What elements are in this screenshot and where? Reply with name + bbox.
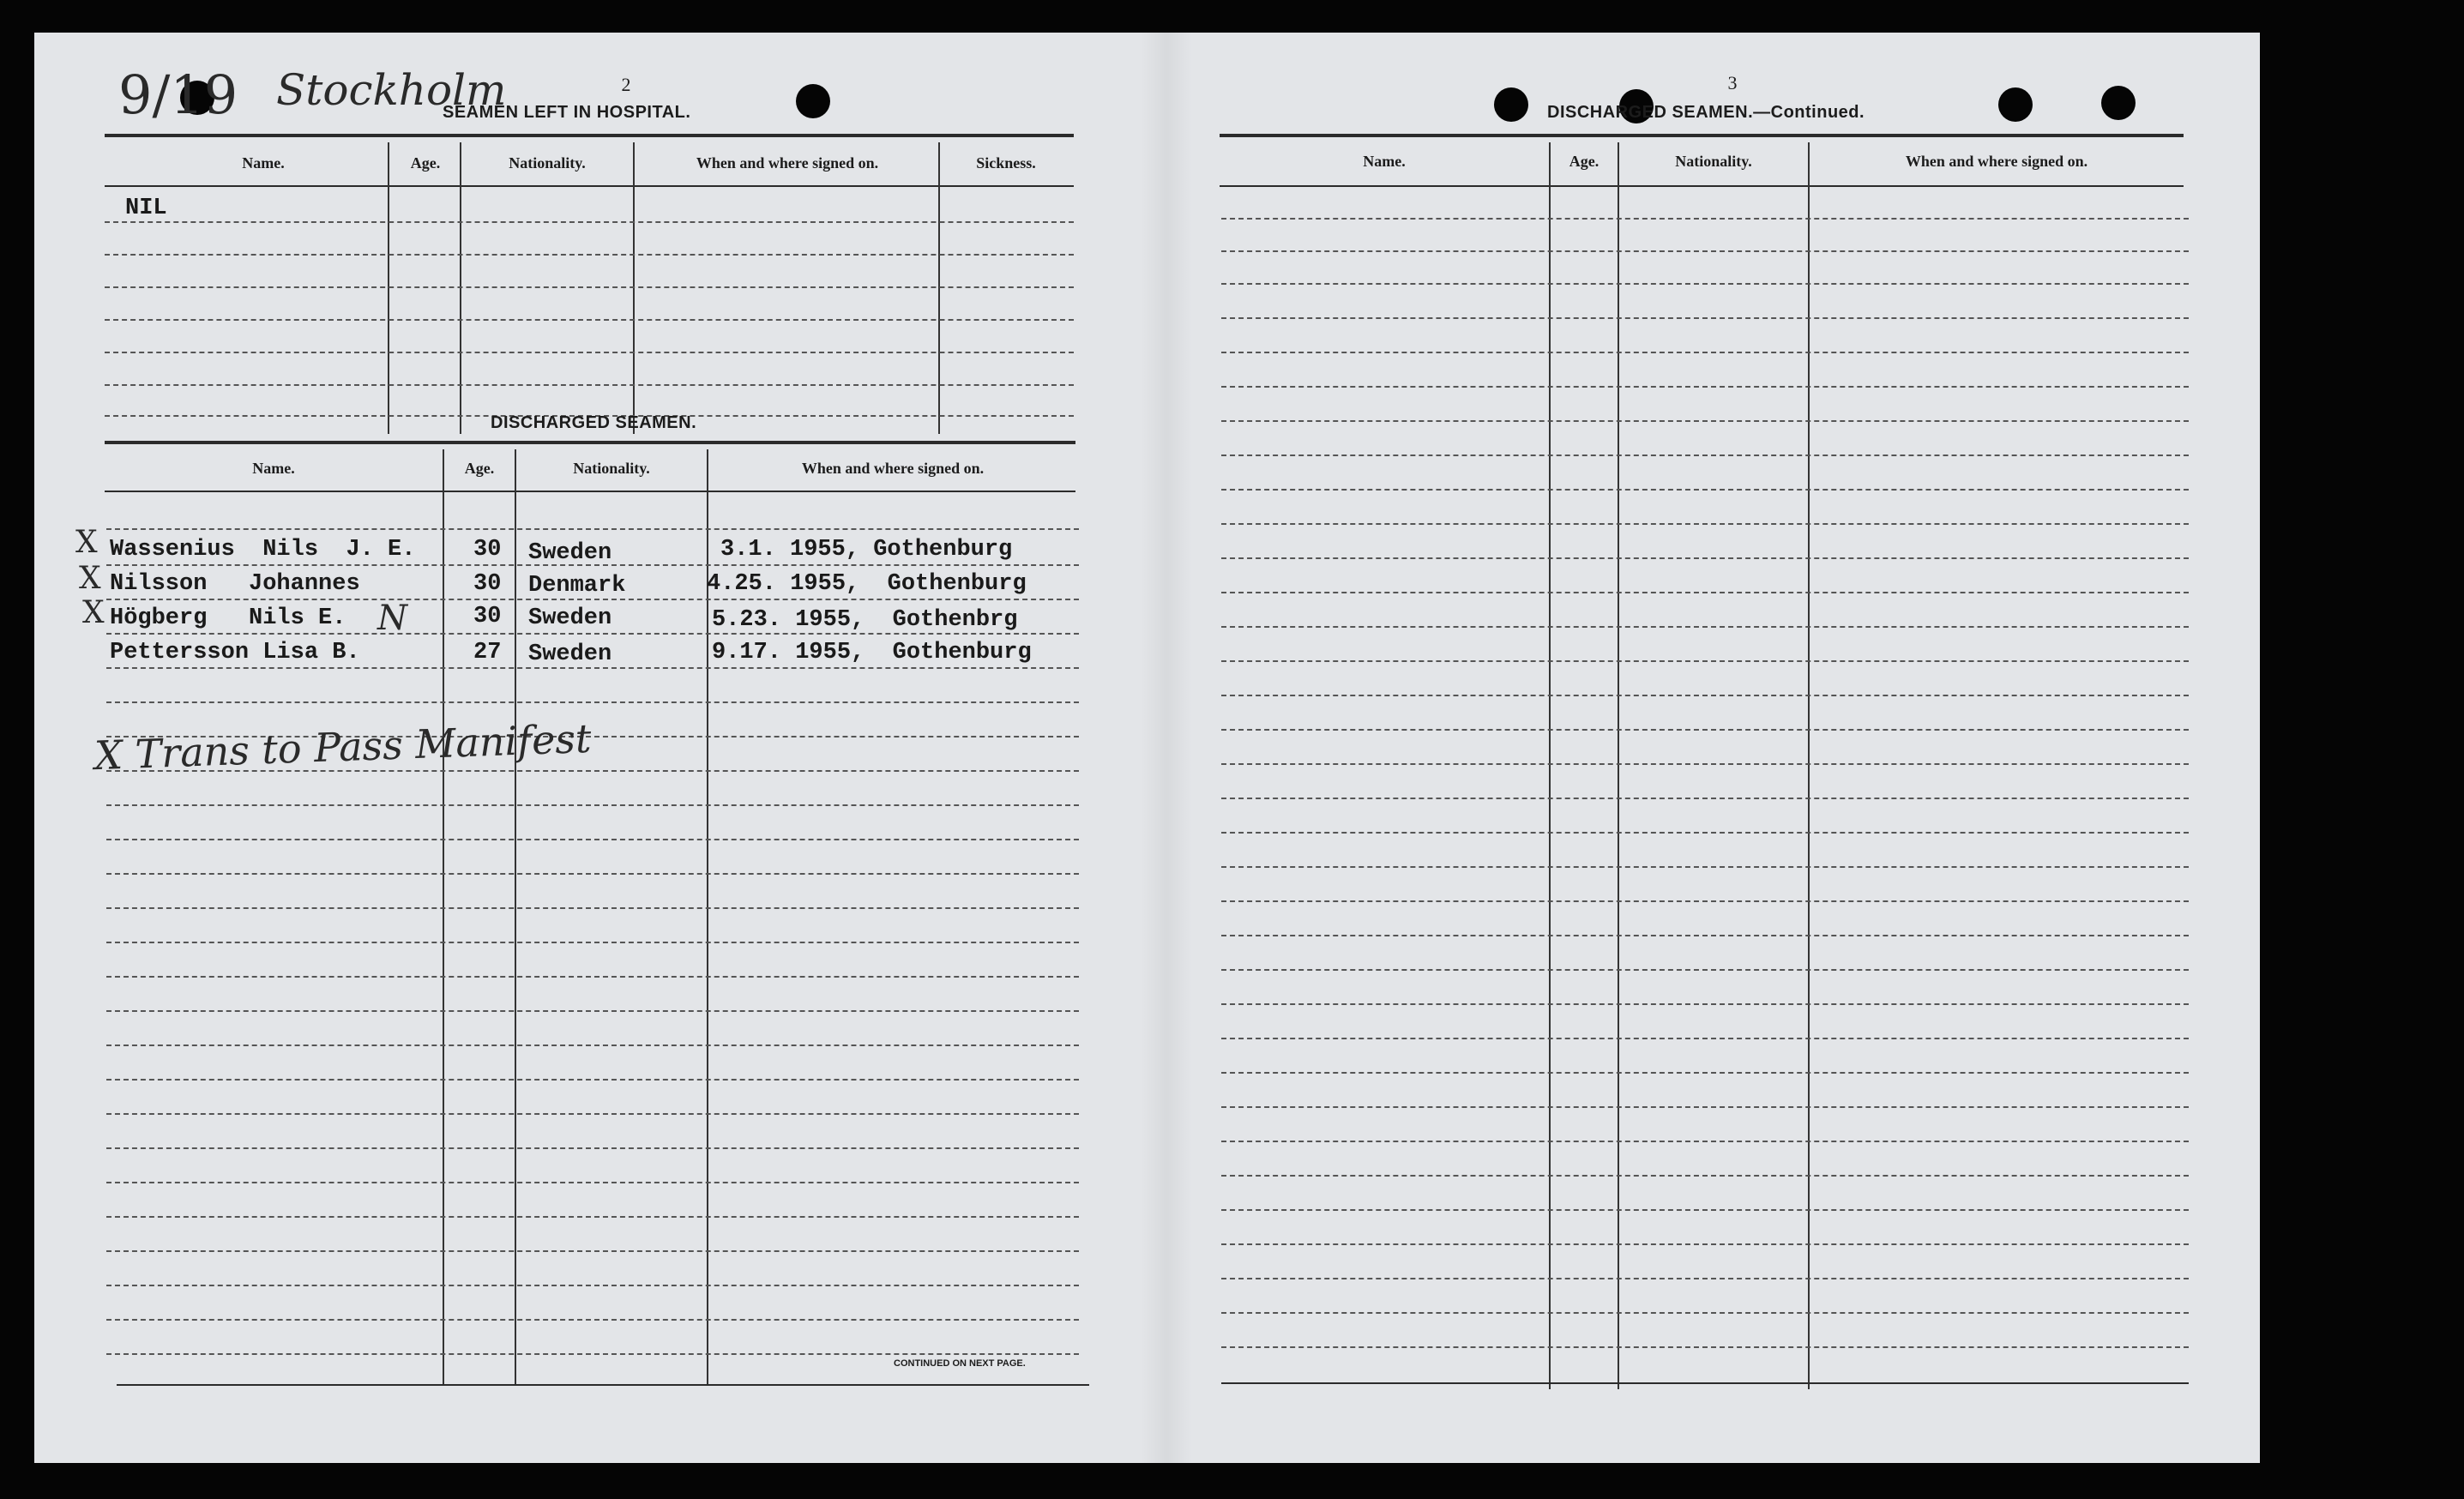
continued-col-signed: When and where signed on. bbox=[1905, 153, 2088, 170]
seaman-nationality: Sweden bbox=[528, 540, 612, 566]
rule bbox=[1220, 185, 2184, 187]
ruled-line bbox=[1221, 729, 2189, 731]
ruled-line bbox=[106, 839, 1079, 840]
ruled-line bbox=[1221, 592, 2189, 593]
hospital-section-title: SEAMEN LEFT IN HOSPITAL. bbox=[443, 103, 691, 122]
ruled-line bbox=[1221, 900, 2189, 902]
seaman-age: 30 bbox=[473, 571, 502, 597]
row-note: N bbox=[377, 599, 407, 638]
row-mark: X bbox=[75, 525, 98, 560]
ruled-line bbox=[106, 1250, 1079, 1252]
continued-col-name: Name. bbox=[1363, 153, 1406, 170]
column-divider bbox=[1549, 142, 1551, 1389]
discharged-col-nationality: Nationality. bbox=[573, 460, 650, 477]
seaman-name: Högberg Nils E. bbox=[110, 605, 346, 631]
ruled-line bbox=[106, 873, 1079, 875]
ruled-line bbox=[106, 976, 1079, 978]
ruled-line bbox=[1221, 1003, 2189, 1005]
ruled-line bbox=[1221, 1038, 2189, 1039]
seaman-name: Nilsson Johannes bbox=[110, 571, 360, 597]
seaman-nationality: Sweden bbox=[528, 605, 612, 631]
seaman-signed-on: 4.25. 1955, Gothenburg bbox=[707, 571, 1027, 597]
seaman-name: Pettersson Lisa B. bbox=[110, 640, 360, 665]
hospital-col-signed: When and where signed on. bbox=[696, 154, 879, 172]
column-divider bbox=[515, 449, 516, 1384]
ruled-line bbox=[105, 286, 1074, 288]
seaman-signed-on: 3.1. 1955, Gothenburg bbox=[720, 537, 1013, 563]
manifest-sheet bbox=[34, 33, 2260, 1463]
ruled-line bbox=[105, 384, 1074, 386]
ruled-line bbox=[106, 1079, 1079, 1081]
ruled-line bbox=[106, 1147, 1079, 1149]
ruled-line bbox=[1221, 1141, 2189, 1142]
ruled-line bbox=[1221, 935, 2189, 936]
bottom-rule bbox=[117, 1384, 1089, 1386]
ruled-line bbox=[1221, 1175, 2189, 1177]
ruled-line bbox=[105, 352, 1074, 353]
ruled-line bbox=[1221, 1209, 2189, 1211]
hospital-col-name: Name. bbox=[242, 154, 285, 172]
rule bbox=[105, 441, 1075, 444]
seaman-name: Wassenius Nils J. E. bbox=[110, 537, 416, 563]
continued-footer: CONTINUED ON NEXT PAGE. bbox=[894, 1358, 1026, 1369]
ruled-line bbox=[106, 1010, 1079, 1012]
ruled-line bbox=[1221, 695, 2189, 696]
ruled-line bbox=[106, 1216, 1079, 1218]
discharged-col-name: Name. bbox=[252, 460, 295, 477]
seaman-signed-on: 5.23. 1955, Gothenbrg bbox=[712, 607, 1018, 633]
ruled-line bbox=[1221, 1346, 2189, 1348]
ruled-line bbox=[1221, 1243, 2189, 1245]
ruled-line bbox=[1221, 1072, 2189, 1074]
page-number: 3 bbox=[1727, 72, 1738, 93]
page-number: 2 bbox=[621, 74, 631, 95]
seaman-nationality: Denmark bbox=[528, 573, 626, 599]
seaman-nationality: Sweden bbox=[528, 641, 612, 667]
column-divider bbox=[938, 142, 940, 434]
rule bbox=[105, 491, 1075, 492]
ruled-line bbox=[106, 942, 1079, 943]
ruled-line bbox=[105, 221, 1074, 223]
ruled-line bbox=[106, 701, 1079, 703]
continued-col-age: Age. bbox=[1569, 153, 1599, 170]
ruled-line bbox=[1221, 969, 2189, 971]
ruled-line bbox=[106, 1113, 1079, 1115]
ruled-line bbox=[106, 907, 1079, 909]
ruled-line bbox=[106, 1044, 1079, 1046]
ruled-line bbox=[1221, 1312, 2189, 1314]
ruled-line bbox=[1221, 523, 2189, 525]
ruled-line bbox=[1221, 763, 2189, 765]
hospital-nil-entry: NIL bbox=[125, 196, 167, 221]
column-divider bbox=[443, 449, 444, 1384]
ruled-line bbox=[1221, 317, 2189, 319]
rule bbox=[105, 185, 1074, 187]
ruled-line bbox=[1221, 218, 2189, 220]
column-divider bbox=[460, 142, 461, 434]
continued-col-nationality: Nationality. bbox=[1675, 153, 1752, 170]
bottom-rule bbox=[1221, 1382, 2189, 1384]
column-divider bbox=[388, 142, 389, 434]
ruled-line bbox=[1221, 557, 2189, 559]
ruled-line bbox=[105, 319, 1074, 321]
ruled-line bbox=[106, 1353, 1079, 1355]
handwritten-city: Stockholm bbox=[276, 65, 507, 115]
discharged-col-age: Age. bbox=[464, 460, 495, 477]
ruled-line bbox=[1221, 798, 2189, 799]
ruled-line bbox=[106, 1182, 1079, 1183]
ruled-line bbox=[1221, 660, 2189, 662]
left-page bbox=[34, 33, 1149, 1463]
ruled-line bbox=[1221, 866, 2189, 868]
ruled-line bbox=[1221, 455, 2189, 456]
seaman-age: 30 bbox=[473, 537, 502, 563]
ruled-line bbox=[106, 804, 1079, 806]
handwritten-date: 9/19 bbox=[118, 63, 238, 126]
row-mark: X bbox=[79, 561, 101, 596]
ruled-line bbox=[1221, 1106, 2189, 1108]
discharged-col-signed: When and where signed on. bbox=[801, 460, 985, 477]
column-divider bbox=[1808, 142, 1810, 1389]
ruled-line bbox=[1221, 352, 2189, 353]
ruled-line bbox=[106, 633, 1079, 635]
ruled-line bbox=[105, 254, 1074, 256]
ruled-line bbox=[1221, 489, 2189, 491]
ruled-line bbox=[1221, 420, 2189, 422]
ruled-line bbox=[1221, 832, 2189, 834]
ruled-line bbox=[106, 667, 1079, 669]
ruled-line bbox=[106, 1285, 1079, 1286]
discharged-section-title: DISCHARGED SEAMEN. bbox=[491, 413, 697, 432]
ruled-line bbox=[1221, 626, 2189, 628]
ruled-line bbox=[1221, 250, 2189, 252]
hospital-col-age: Age. bbox=[410, 154, 441, 172]
column-divider bbox=[633, 142, 635, 434]
rule bbox=[1220, 134, 2184, 137]
ruled-line bbox=[106, 599, 1079, 600]
ruled-line bbox=[1221, 386, 2189, 388]
ruled-line bbox=[1221, 1278, 2189, 1279]
row-mark: X bbox=[82, 595, 105, 630]
seaman-age: 27 bbox=[473, 640, 502, 665]
hospital-col-nationality: Nationality. bbox=[509, 154, 586, 172]
seaman-age: 30 bbox=[473, 604, 502, 629]
ruled-line bbox=[1221, 283, 2189, 285]
right-page bbox=[1201, 33, 2260, 1463]
seaman-signed-on: 9.17. 1955, Gothenburg bbox=[712, 640, 1032, 665]
ruled-line bbox=[106, 1319, 1079, 1321]
handwritten-transfer-note: X Trans to Pass Manifest bbox=[93, 714, 593, 780]
ruled-line bbox=[106, 528, 1079, 530]
discharged-continued-title: DISCHARGED SEAMEN.—Continued. bbox=[1547, 103, 1865, 122]
hospital-col-sickness: Sickness. bbox=[976, 154, 1036, 172]
rule bbox=[105, 134, 1074, 137]
column-divider bbox=[1618, 142, 1619, 1389]
